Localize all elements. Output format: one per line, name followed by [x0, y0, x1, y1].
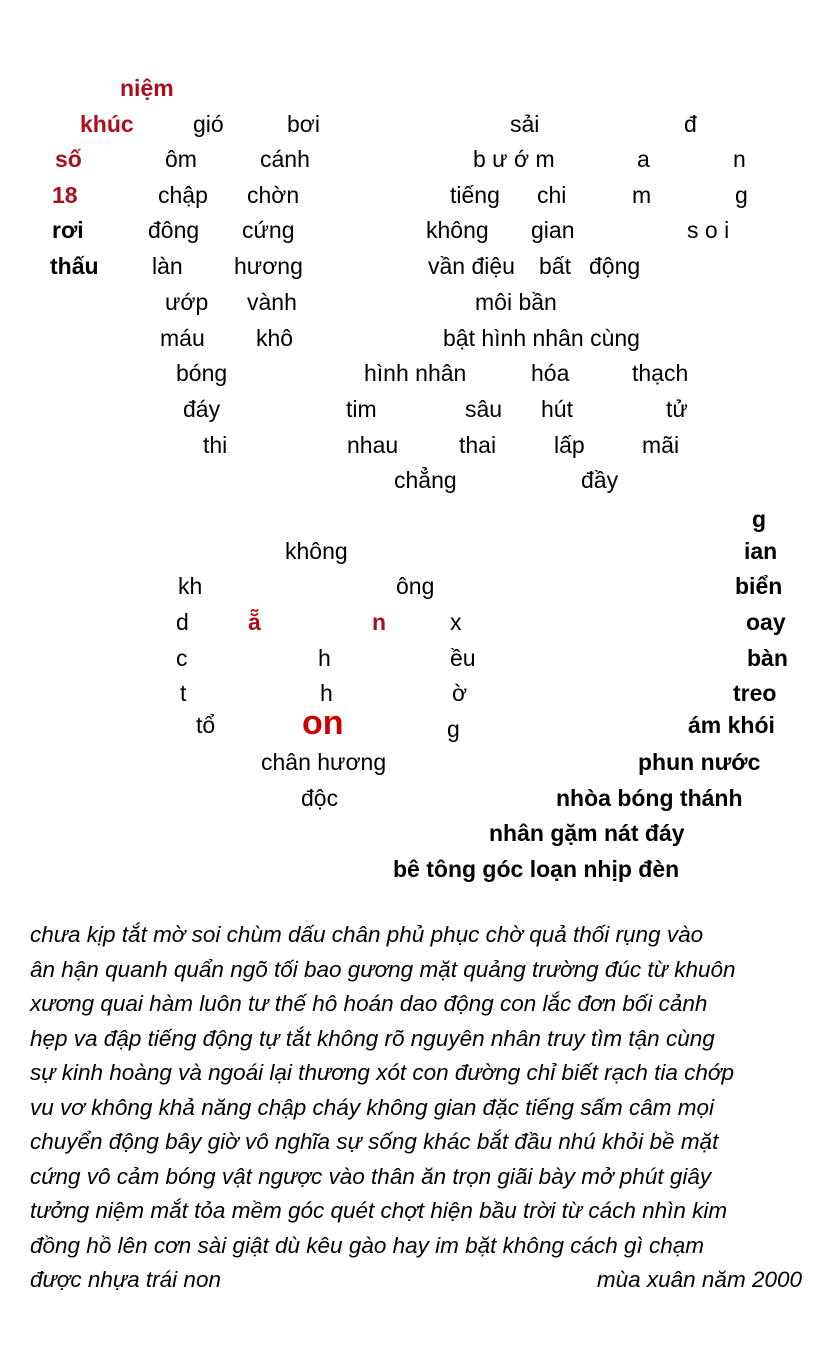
prose-line: chưa kịp tắt mờ soi chùm dấu chân phủ phục chờ quả thối rụng vào: [30, 922, 704, 947]
poem-word: chân hương: [261, 749, 387, 775]
poem-word: nhau: [347, 432, 399, 458]
poem-word: g: [735, 182, 748, 208]
poem-word: bóng: [176, 360, 228, 386]
poem-word: mãi: [642, 432, 680, 458]
poem-word: n: [733, 146, 746, 172]
poem-word: oay: [746, 609, 786, 635]
poem-word: ờ: [452, 680, 468, 706]
poem-word: x: [450, 609, 462, 635]
prose-line: chuyển động bây giờ vô nghĩa sự sống khác bắt đầu nhú khỏi bề mặt: [30, 1129, 719, 1154]
prose-line: hẹp va đập tiếng động tự tắt không rõ nguyên nhân truy tìm tận cùng: [30, 1025, 715, 1051]
poem-word: s o i: [687, 217, 730, 243]
poem-word: gió: [193, 111, 224, 137]
poem-word: phun nước: [638, 749, 761, 775]
poem-word: khô: [256, 325, 294, 351]
poem-word: đầy: [581, 467, 619, 493]
prose-line: vu vơ không khả năng chập cháy không gian đặc tiếng sấm câm mọi: [30, 1094, 715, 1120]
poem-word: chi: [537, 182, 567, 208]
poem-word: thai: [459, 432, 497, 458]
poem-word: đông: [148, 217, 200, 243]
poem-word: chờn: [247, 182, 300, 208]
poem-word: cứng: [242, 217, 295, 243]
poem-word: vành: [247, 289, 297, 315]
poem-word: g: [752, 506, 767, 532]
poem-word: on: [302, 704, 344, 742]
poem-word: nhòa bóng thánh: [556, 785, 743, 811]
poem-word: a: [637, 146, 650, 172]
poem-word: động: [589, 253, 641, 279]
poem-word: d: [176, 609, 189, 635]
poem-word: ông: [396, 573, 435, 599]
poem-signature: mùa xuân năm 2000: [596, 1267, 802, 1292]
poem-word: hình nhân: [364, 360, 467, 386]
poem-word: ian: [744, 538, 778, 564]
poem-word: vần điệu: [428, 253, 515, 279]
poem-word: đáy: [183, 396, 221, 422]
poem-word: g: [447, 716, 460, 742]
poem-word: hút: [541, 396, 573, 422]
prose-line: tưởng niệm mắt tỏa mềm góc quét chợt hiện bầu trời từ cách nhìn kim: [30, 1198, 728, 1223]
poem-word: h: [318, 645, 331, 671]
poem-word: h: [320, 680, 333, 706]
prose-line: đồng hồ lên cơn sài giật dù kêu gào hay im bặt không cách gì chạm: [30, 1232, 705, 1258]
poem-word: không: [285, 538, 348, 564]
prose-line-final: [30, 1263, 802, 1298]
poem-word: chẳng: [394, 467, 457, 493]
poem-word: hóa: [531, 360, 570, 386]
poem-word: tim: [346, 396, 377, 422]
poem-word: kh: [178, 573, 203, 599]
poem-word: bơi: [287, 111, 320, 137]
poem-word: cánh: [260, 146, 310, 172]
poem-word: rơi: [52, 217, 84, 243]
poem-word: bật hình nhân cùng: [443, 325, 640, 351]
poem-word: m: [632, 182, 652, 208]
poem-word: sâu: [465, 396, 503, 422]
poem-word: thấu: [50, 253, 99, 279]
poem-word: gian: [531, 217, 575, 243]
poem-word: tổ: [196, 712, 216, 738]
poem-word: ôm: [165, 146, 197, 172]
poem-word: thi: [203, 432, 228, 458]
prose-final-text: được nhựa trái non: [30, 1267, 221, 1292]
poem-word: c: [176, 645, 188, 671]
poem-word: b ư ớ m: [473, 146, 555, 172]
poem-word: máu: [160, 325, 205, 351]
poem-word: lấp: [554, 432, 585, 458]
poem-word: biển: [735, 573, 783, 599]
poem-word: niệm: [120, 75, 174, 101]
poem-word: treo: [733, 680, 777, 706]
poem-word: độc: [301, 785, 339, 811]
poem-word: sải: [510, 111, 540, 137]
prose-line: sự kinh hoàng và ngoái lại thương xót con đường chỉ biết rạch tia chớp: [30, 1060, 734, 1085]
prose-line: ân hận quanh quẩn ngõ tối bao gương mặt quảng trường đúc từ khuôn: [30, 956, 736, 982]
poem-word: đ: [684, 111, 697, 137]
poem-word: ướp: [165, 289, 209, 315]
poem-word: môi bần: [475, 289, 557, 315]
prose-line: cứng vô cảm bóng vật ngược vào thân ăn trọn giãi bày mở phút giây: [30, 1163, 712, 1189]
poem-word: ám khói: [688, 712, 775, 738]
poem-word: t: [180, 680, 187, 706]
poem-word: số: [55, 146, 82, 172]
poem-word: n: [372, 609, 387, 635]
poem-word: tiếng: [450, 182, 500, 208]
poem-word: nhân gặm nát đáy: [489, 820, 685, 846]
poem-word: ều: [450, 645, 476, 671]
poem-word: 18: [52, 182, 78, 208]
poem-word: ẵ: [248, 609, 261, 635]
poem-word: tử: [666, 396, 688, 422]
poem-word: bê tông góc loạn nhịp đèn: [393, 856, 680, 882]
poem-word: bất: [539, 253, 571, 279]
poem-word: làn: [152, 253, 183, 279]
poem-word: thạch: [632, 360, 689, 386]
poem-word: hương: [234, 253, 303, 279]
prose-paragraph: [30, 918, 802, 1298]
poem-word: bàn: [747, 645, 788, 671]
poem-word: khúc: [80, 111, 134, 137]
poem-word: chập: [158, 182, 208, 208]
prose-line: xương quai hàm luôn tư thế hô hoán dao động con lắc đơn bối cảnh: [30, 991, 708, 1016]
poem-word: không: [426, 217, 489, 243]
